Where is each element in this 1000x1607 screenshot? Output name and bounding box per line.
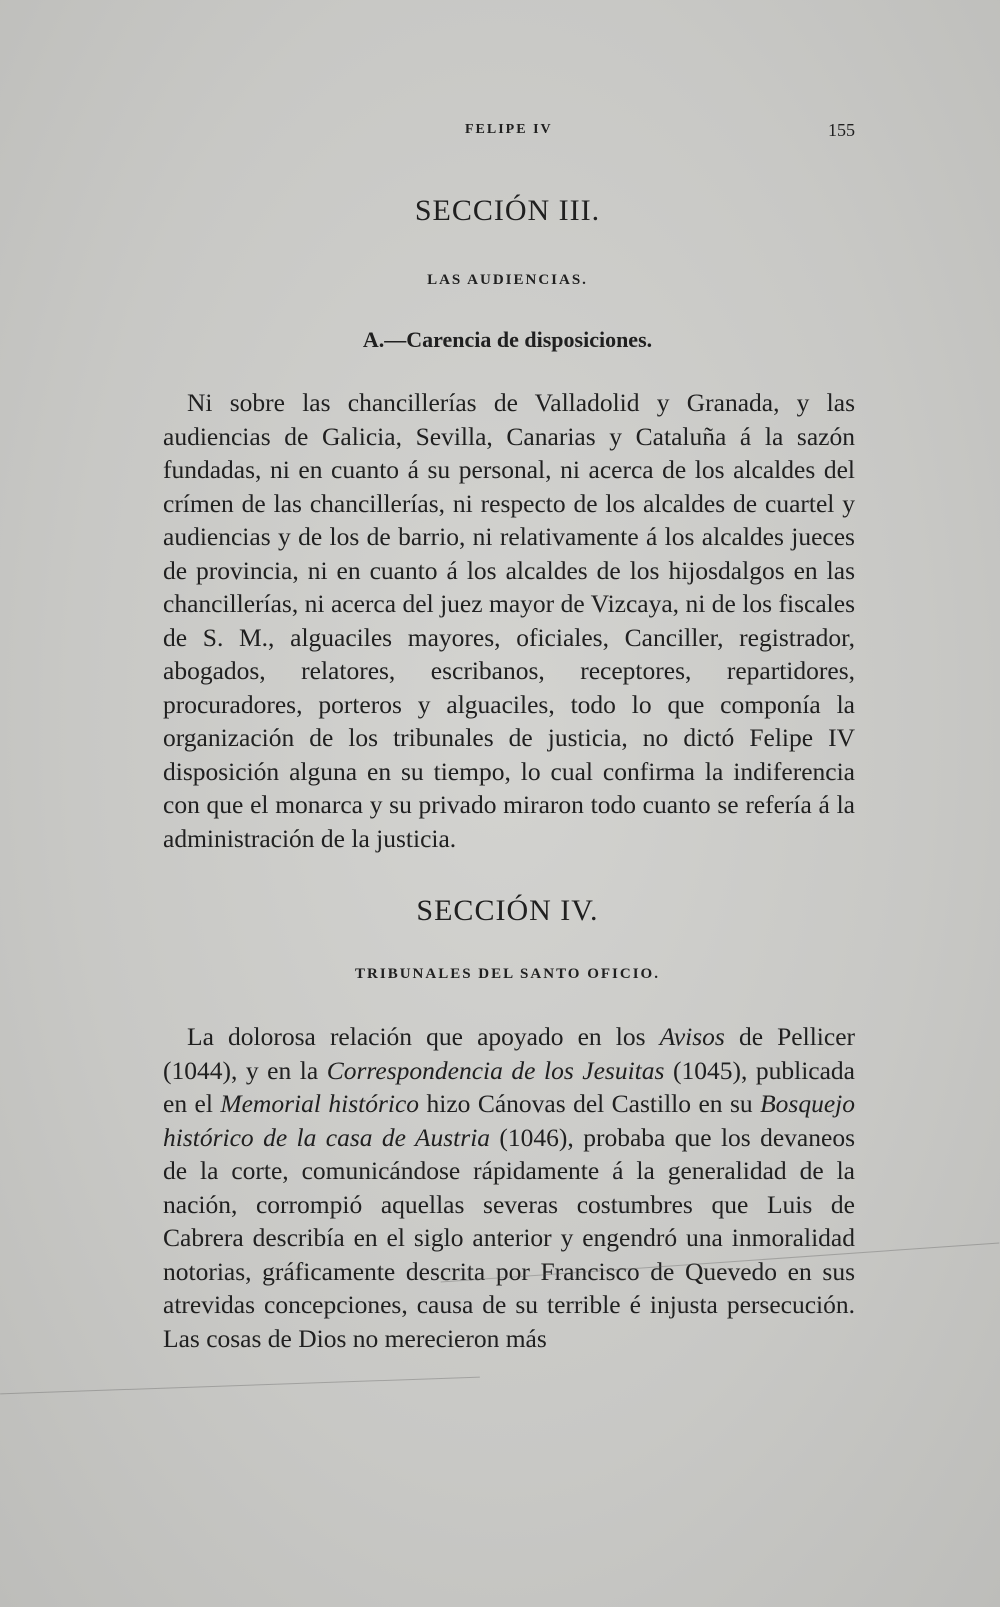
running-header <box>160 122 855 146</box>
title-correspondencia: Correspondencia de los Jesuitas <box>326 1055 665 1085</box>
section-3-heading: SECCIÓN III. <box>414 194 601 227</box>
section-4-heading: SECCIÓN IV. <box>416 894 599 927</box>
title-avisos: Avisos <box>659 1022 725 1051</box>
section-4-paragraph <box>163 1020 855 1355</box>
para-text-3: (1045), publicada en el <box>163 1055 855 1118</box>
section-4-subheading: TRIBUNALES DEL SANTO OFICIO. <box>355 966 660 982</box>
section-3-subheading: LAS AUDIENCIAS. <box>427 272 588 288</box>
page-number: 155 <box>828 120 855 140</box>
para-text-2: de Pellicer (1044), y en la <box>163 1022 856 1085</box>
para-text-4: hizo Cánovas del Castillo en su <box>419 1089 761 1118</box>
paper-crease <box>0 1377 480 1395</box>
para-text-1: La dolorosa relación que apoyado en los <box>187 1022 660 1051</box>
section-3-paragraph: Ni sobre las chancillerías de Valladolid y Granada, y las audiencias de Galicia, Sevilla, Canarias y Cataluña á la sazón fundadas, ni en cuanto á su personal, ni acerca de los alcaldes del crímen de las chancillerías, ni respecto de los alcaldes de cuartel y audiencias y de los de barrio, ni relativamente á los alcaldes jueces de provincia, ni en cuanto á los alcaldes de los hijosdalgos en las chancillerías, ni acerca del juez mayor de Vizcaya, ni de los fiscales de S. M., alguaciles mayores, oficiales, Canciller, registrador, abogados, relatores, escribanos, receptores, repartidores, procuradores, porteros y alguaciles, todo lo que componía la organización de los tribunales de justicia, no dictó Felipe IV disposición alguna en su tiempo, lo cual confirma la indiferencia con que el monarca y su privado miraron todo cuanto se refería á la administración de la justicia. <box>163 388 855 853</box>
para-text-5: (1046), probaba que los devaneos de la corte, comunicándose rápidamente á la generalidad de la nación, corrompió aquellas severas costumbres que Luis de Cabrera describía en el siglo anterior y engendró una inmoralidad notorias, gráficamente descrita por Francisco de Quevedo en sus atrevidas concepciones, causa de su terrible é injusta persecución. Las cosas de Dios no merecieron más <box>163 1122 855 1353</box>
title-bosquejo: Bosquejo histórico de la casa de Austria <box>163 1089 855 1152</box>
running-title: FELIPE IV <box>465 122 553 137</box>
title-memorial: Memorial histórico <box>220 1089 420 1118</box>
subsection-a-heading: A.—Carencia de disposiciones. <box>362 327 653 352</box>
